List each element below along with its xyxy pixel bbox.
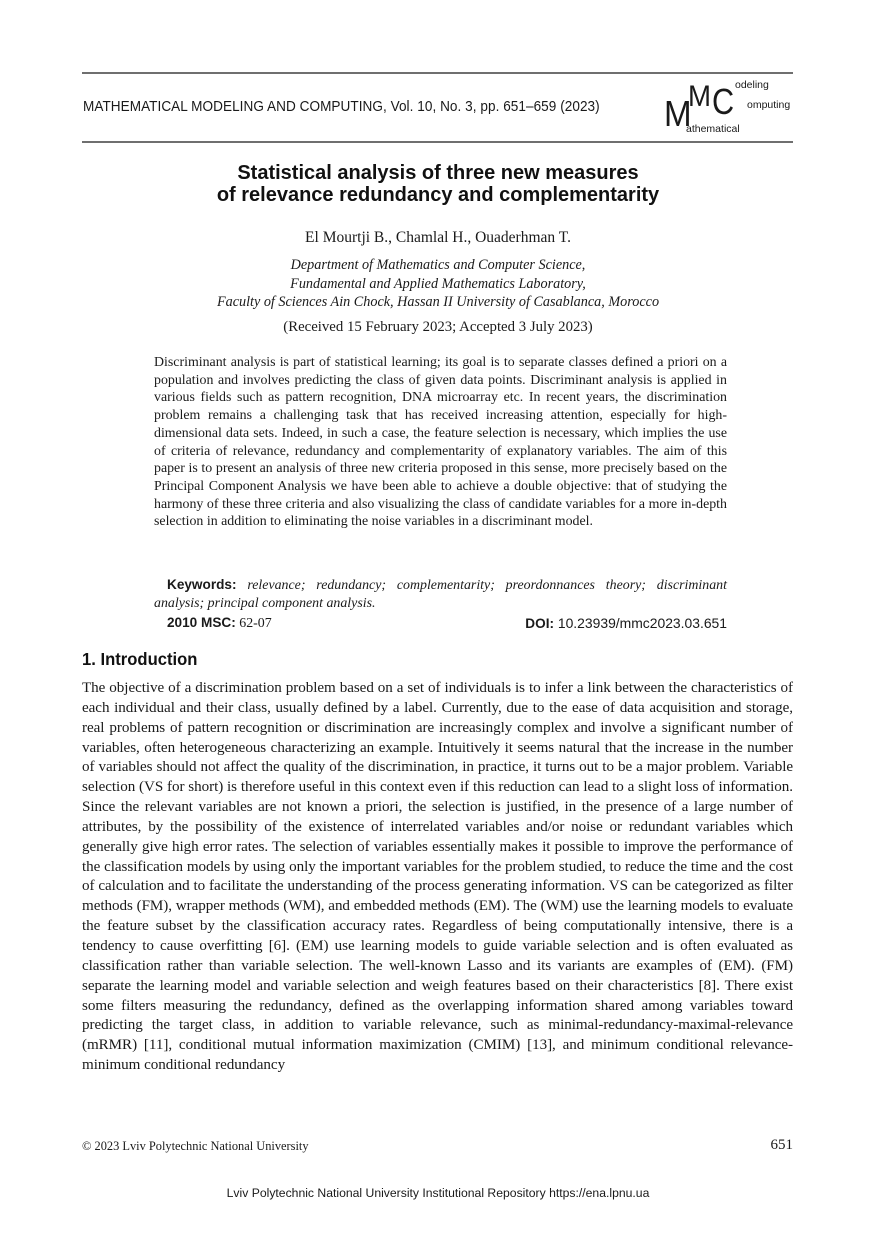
abstract: Discriminant analysis is part of statistical learning; its goal is to separate classes defined a priori on a population and involves predicting the class of given data points. Discriminant analysis is applied in various fields such as pattern recognition, DNA microarray etc. In recent years, the discrimination problem remains a challenging task that has received increasing attention, especially for high-dimensional data sets. Indeed, in such a case, the feature selection is necessary, which implies the use of criteria of relevance, redundancy and complementarity of explanatory variables. The aim of this paper is to present an analysis of three new criteria proposed in this sense, more precisely based on the Principal Component Analysis we have been able to achieve a double objective: that of studying the harmony of these three criteria and also visualizing the class of candidate variables for a more in-depth selection in addition to eliminating the noise variables in a discriminant model. — [154, 355, 727, 530]
affiliation-line-1: Department of Mathematics and Computer Science, — [290, 257, 586, 273]
title-line-1: Statistical analysis of three new measures — [237, 162, 639, 184]
introduction-body: The objective of a discrimination problem based on a set of individuals is to infer a link between the characteristics of each individual and their class, usually defined by a label. Currently, due to the ease of data acquisition and storage, real problems of pattern recognition or discrimination are increasingly complex and involve a significant number of variables, often heterogeneous characterizing an example. Intuitively it seems natural that the increase in the number of variables should not affect the quality of the discrimination, in practice, it turns out to be a major problem. Variable selection (VS for short) is therefore useful in this context even if this reduction can lead to a slight loss of information. Since the relevant variables are not known a priori, the selection is justified, in the presence of a large number of attributes, by the possibility of the existence of interrelated variables and/or noise or redundant variables which generally give high error rates. The selection of variables essentially makes it possible to improve the performance of the classification models by using only the important variables for the problem studied, to reduce the time and the cost of calculation and to facilitate the understanding of the process generating information. VS can be categorized as filter methods (FM), wrapper methods (WM), and embedded methods (EM). The (WM) use the learning models to evaluate the feature subset by the classification accuracy rates. Regardless of being computationally intensive, there is a tendency to cause overfitting [6]. (EM) use learning models to guide variable selection and is often evaluated as classification rather than variable selection. The well-known Lasso and its variants are examples of (EM). (FM) separate the learning model and variable selection and weigh features based on their characteristics [8]. There exist some filters measuring the redundancy, defined as the overlapping information shared among variables toward predicting the target class, in addition to variable relevance, such as minimal-redundancy-maximal-relevance (mRMR) [11], conditional mutual information maximization (CMIM) [13], and minimum conditional relevance-minimum conditional redundancy — [82, 680, 793, 1074]
article-title — [0, 162, 876, 206]
logo-letter-c: C — [712, 81, 735, 122]
copyright-notice: © 2023 Lviv Polytechnic National University — [82, 1139, 309, 1153]
logo-word-mathematical: athematical — [686, 123, 740, 135]
keywords-list: relevance; redundancy; complementarity; preordonnances theory; discriminant analysis; principal component analysis. — [154, 578, 727, 611]
doi — [525, 615, 727, 631]
msc-label: 2010 MSC: — [167, 615, 236, 630]
affiliation-line-3: Faculty of Sciences Ain Chock, Hassan II University of Casablanca, Morocco — [216, 294, 660, 310]
journal-citation: MATHEMATICAL MODELING AND COMPUTING, Vol. 10, No. 3, pp. 651–659 (2023) — [83, 99, 600, 115]
logo-letter-m-large: M — [664, 93, 692, 134]
journal-logo — [664, 76, 794, 138]
section-heading-introduction: 1. Introduction — [82, 649, 198, 669]
doi-value[interactable]: 10.23939/mmc2023.03.651 — [557, 615, 727, 631]
affiliation-line-2: Fundamental and Applied Mathematics Laboratory, — [290, 275, 586, 292]
logo-word-modeling: odeling — [735, 79, 769, 91]
header-bottom-rule — [82, 141, 793, 143]
header-top-rule — [82, 72, 793, 74]
doi-label: DOI: — [525, 616, 554, 631]
keywords-label: Keywords: — [167, 577, 237, 592]
logo-word-computing: omputing — [747, 99, 791, 111]
page-number: 651 — [770, 1137, 793, 1153]
received-dates: (Received 15 February 2023; Accepted 3 July 2023) — [283, 319, 593, 335]
title-line-2: of relevance redundancy and complementarity — [216, 184, 660, 206]
authors: El Mourtji B., Chamlal H., Ouaderhman T. — [305, 229, 571, 246]
affiliation — [0, 256, 876, 312]
repository-notice: Lviv Polytechnic National University Institutional Repository https://ena.lpnu.ua — [226, 1186, 650, 1200]
msc-value: 62-07 — [239, 616, 272, 631]
logo-letter-m: M — [688, 80, 711, 113]
keywords — [154, 576, 727, 612]
msc-classification — [167, 615, 272, 632]
